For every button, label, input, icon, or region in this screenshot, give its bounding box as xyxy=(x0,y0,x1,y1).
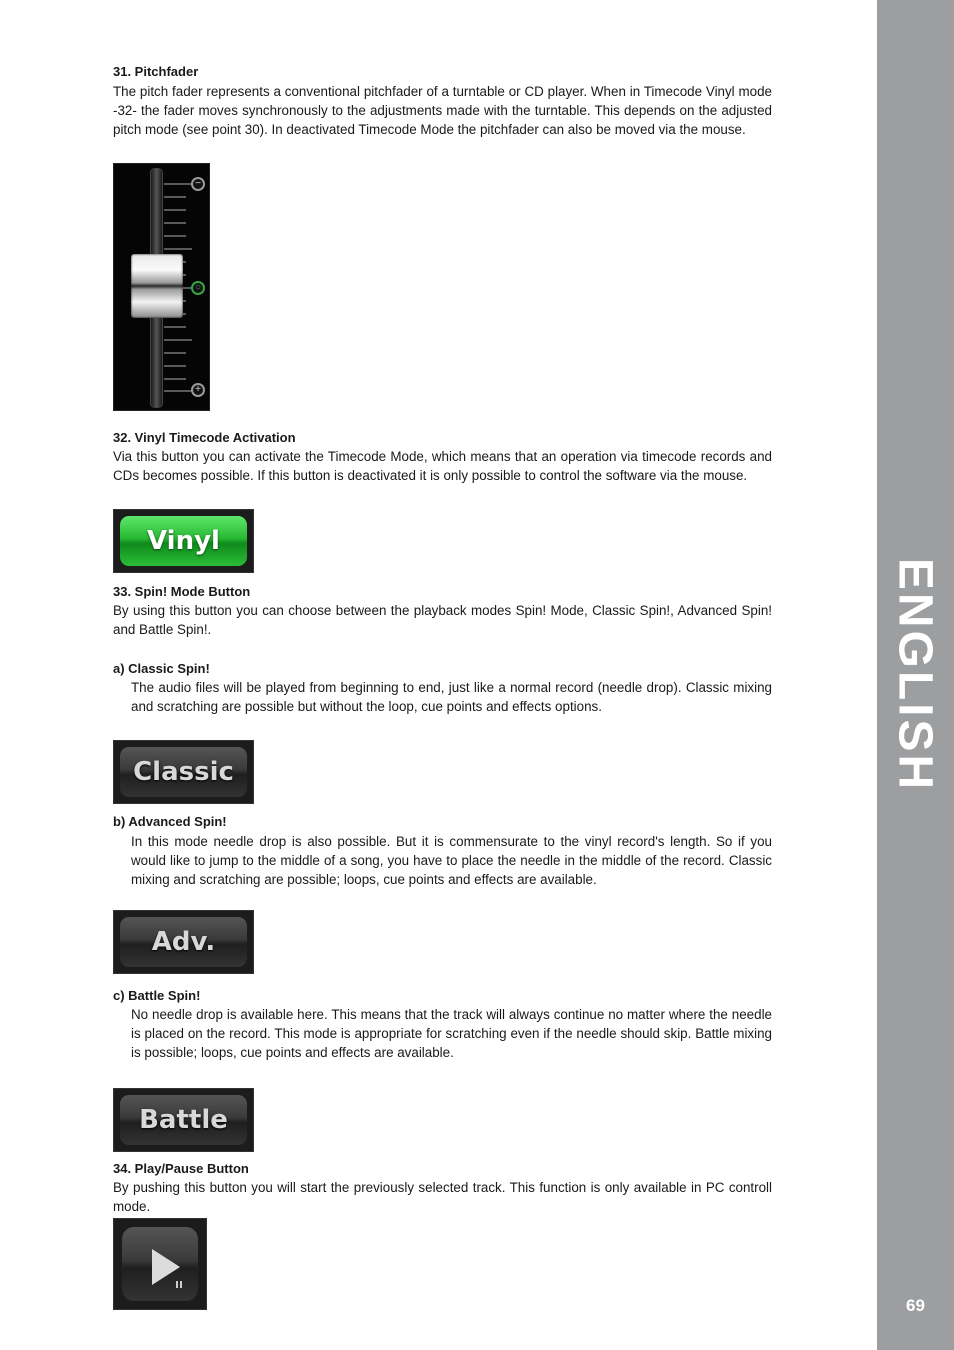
play-pause-button-image xyxy=(113,1218,207,1310)
minus-icon: − xyxy=(191,177,205,191)
fader-tick xyxy=(164,209,186,211)
fader-knob xyxy=(131,254,183,318)
classic-button-label: Classic xyxy=(120,747,247,797)
fader-tick xyxy=(164,339,192,341)
fader-tick xyxy=(164,326,186,328)
play-pause-face xyxy=(122,1227,198,1301)
vinyl-button-image xyxy=(113,509,254,573)
fader-tick xyxy=(164,352,186,354)
advanced-spin-text: In this mode needle drop is also possible. But it is commensurate to the vinyl record's length. So if you would like to jump to the middle of a song, you have to place the needle in the middle of the record. Classic mixing and scratching are possible; loops, cue points and effects are available. xyxy=(131,834,772,888)
fader-tick xyxy=(164,378,186,380)
battle-spin-text: No needle drop is available here. This means that the track will always continue no matter where the needle is placed on the record. This mode is appropriate for scratching even if the needle should skip. Battle mixing is possible; loops, cue points and effects are available. xyxy=(131,1007,772,1061)
fader-tick xyxy=(164,235,186,237)
section-32-text: Via this button you can activate the Timecode Mode, which means that an operation via timecode records and CDs becomes possible. If this button is deactivated it is only possible to control the software via the mouse. xyxy=(113,449,772,484)
battle-button-label: Battle xyxy=(120,1095,247,1145)
section-34-text: By pushing this button you will start the previously selected track. This function is only available in PC controll mode. xyxy=(113,1180,772,1215)
classic-spin-heading: a) Classic Spin! xyxy=(113,661,210,676)
page-number: 69 xyxy=(906,1296,925,1315)
section-31-text: The pitch fader represents a conventional pitchfader of a turntable or CD player. When in Timecode Vinyl mode -32- the fader moves synchronously to the adjustments made with the turntable. This depends on the adjusted pitch mode (see point 30). In deactivated Timecode Mode the pitchfader can also be moved via the mouse. xyxy=(113,84,772,138)
classic-spin-text: The audio files will be played from beginning to end, just like a normal record (needle drop). Classic mixing and scratching are possible but without the loop, cue points and effects options. xyxy=(131,680,772,715)
advanced-spin-heading: b) Advanced Spin! xyxy=(113,814,227,829)
fader-tick xyxy=(164,196,186,198)
vinyl-button-label: Vinyl xyxy=(120,516,247,566)
section-33-heading: 33. Spin! Mode Button xyxy=(113,584,251,599)
center-marker-icon: ○ xyxy=(191,281,205,295)
classic-button-image xyxy=(113,740,254,804)
battle-spin-heading: c) Battle Spin! xyxy=(113,988,201,1003)
section-31-heading: 31. Pitchfader xyxy=(113,64,199,79)
fader-tick xyxy=(164,222,186,224)
adv-button-image xyxy=(113,910,254,974)
fader-tick xyxy=(164,365,186,367)
section-34-heading: 34. Play/Pause Button xyxy=(113,1161,249,1176)
pause-icon xyxy=(176,1281,184,1289)
play-icon xyxy=(152,1249,180,1285)
plus-icon: + xyxy=(191,383,205,397)
section-32-heading: 32. Vinyl Timecode Activation xyxy=(113,430,296,445)
section-33-text: By using this button you can choose between the playback modes Spin! Mode, Classic Spin!, Advanced Spin! and Battle Spin!. xyxy=(113,603,772,638)
fader-tick xyxy=(164,248,192,250)
pitch-fader-image xyxy=(113,163,210,411)
battle-button-image xyxy=(113,1088,254,1152)
adv-button-label: Adv. xyxy=(120,917,247,967)
language-label: ENGLISH xyxy=(888,557,942,793)
